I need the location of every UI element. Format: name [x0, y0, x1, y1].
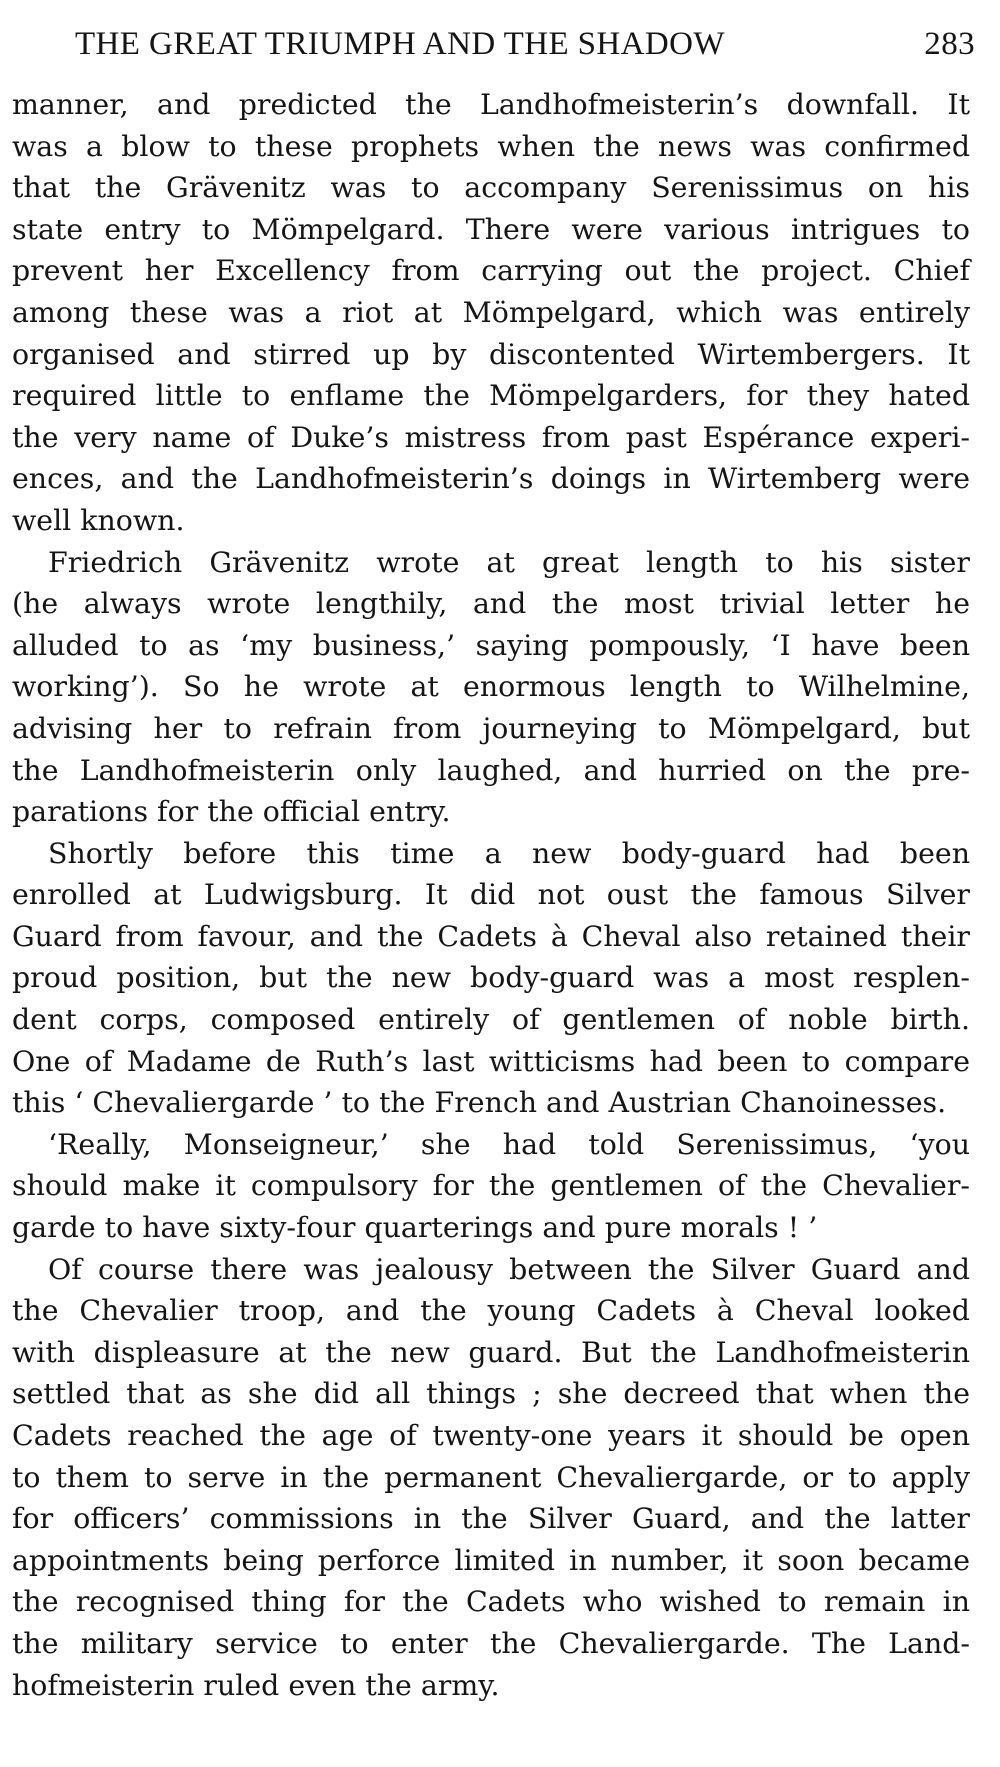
- text-line: proud position, but the new body-guard was a most resplen-: [12, 961, 970, 995]
- paragraph-start-line: Friedrich Grävenitz wrote at great length to his sister: [48, 545, 970, 579]
- text-line: parations for the official entry.: [12, 795, 451, 829]
- text-line: One of Madame de Ruth’s last witticisms had been to compare: [12, 1044, 970, 1078]
- text-line: that the Grävenitz was to accompany Serenissimus on his: [12, 171, 970, 205]
- text-line: among these was a riot at Mömpelgard, which was entirely: [12, 295, 970, 329]
- running-header: [75, 24, 975, 64]
- text-line: this ‘ Chevaliergarde ’ to the French and Austrian Chanoinesses.: [12, 1086, 947, 1120]
- text-line: the recognised thing for the Cadets who wished to remain in: [12, 1585, 970, 1619]
- text-line: required little to enflame the Mömpelgarders, for they hated: [12, 379, 970, 413]
- text-line: should make it compulsory for the gentlemen of the Chevalier-: [12, 1169, 970, 1203]
- text-line: settled that as she did all things ; she decreed that when the: [12, 1377, 970, 1411]
- text-line: the Chevalier troop, and the young Cadets à Cheval looked: [12, 1294, 970, 1328]
- text-line: was a blow to these prophets when the news was confirmed: [12, 129, 970, 163]
- text-line: ences, and the Landhofmeisterin’s doings in Wirtemberg were: [12, 462, 970, 496]
- text-line: advising her to refrain from journeying to Mömpelgard, but: [12, 711, 970, 745]
- text-line: Guard from favour, and the Cadets à Cheval also retained their: [12, 919, 970, 953]
- text-line: (he always wrote lengthily, and the most trivial letter he: [12, 587, 970, 621]
- text-line: prevent her Excellency from carrying out the project. Chief: [12, 254, 970, 288]
- text-line: state entry to Mömpelgard. There were various intrigues to: [12, 212, 970, 246]
- text-line: the military service to enter the Chevaliergarde. The Land-: [12, 1626, 970, 1660]
- paragraph-start-line: ‘Really, Monseigneur,’ she had told Serenissimus, ‘you: [48, 1127, 970, 1161]
- text-line: for officers’ commissions in the Silver Guard, and the latter: [12, 1502, 970, 1536]
- paragraph-start-line: Of course there was jealousy between the Silver Guard and: [48, 1252, 970, 1286]
- text-line: with displeasure at the new guard. But the Landhofmeisterin: [12, 1335, 970, 1369]
- text-line: working’). So he wrote at enormous length to Wilhelmine,: [12, 670, 970, 704]
- text-line: the Landhofmeisterin only laughed, and hurried on the pre-: [12, 753, 970, 787]
- text-line: to them to serve in the permanent Chevaliergarde, or to apply: [12, 1460, 970, 1494]
- text-line: Cadets reached the age of twenty-one years it should be open: [12, 1419, 970, 1452]
- running-title: THE GREAT TRIUMPH AND THE SHADOW: [75, 26, 725, 62]
- body-text: [12, 84, 970, 1706]
- text-line: appointments being perforce limited in number, it soon became: [12, 1543, 970, 1577]
- text-line: garde to have sixty-four quarterings and pure morals ! ’: [12, 1211, 818, 1245]
- text-line: the very name of Duke’s mistress from past Espérance experi-: [12, 420, 970, 454]
- text-line: alluded to as ‘my business,’ saying pompously, ‘I have been: [12, 628, 970, 662]
- page-number: 283: [924, 26, 975, 62]
- text-line: enrolled at Ludwigsburg. It did not oust the famous Silver: [12, 878, 970, 912]
- text-line: organised and stirred up by discontented Wirtembergers. It: [12, 337, 970, 371]
- paragraph-start-line: Shortly before this time a new body-guard had been: [48, 836, 970, 870]
- text-line: hofmeisterin ruled even the army.: [12, 1668, 500, 1702]
- text-line: well known.: [12, 503, 185, 537]
- text-line: manner, and predicted the Landhofmeisterin’s downfall. It: [12, 88, 970, 121]
- text-line: dent corps, composed entirely of gentlemen of noble birth.: [12, 1003, 970, 1037]
